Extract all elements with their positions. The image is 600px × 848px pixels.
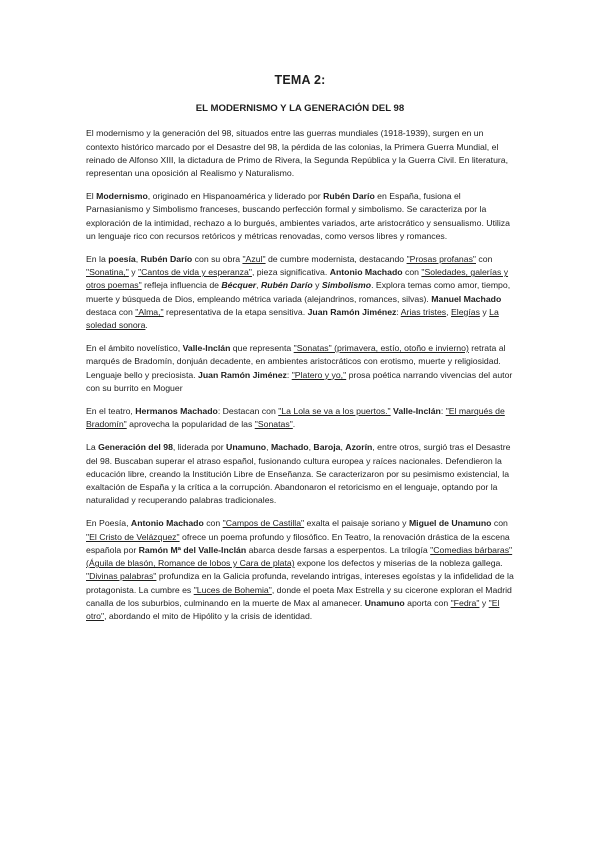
author-unamuno: Unamuno xyxy=(364,597,405,608)
author-manuel-machado: Manuel Machado xyxy=(431,293,502,304)
work-prosas-profanas: "Prosas profanas" xyxy=(406,254,476,265)
work-elegias: Elegías xyxy=(450,306,480,317)
paragraph-generacion-98: La Generación del 98, liderada por Unamuno, Machado, Baroja, Azorín, entre otros, surgió tras el Desastre del 98. Buscaban superar el atraso español, fusionando cultura europea y raíces nacionales. Defendieron la educación libre, creando la Institución Libre de Enseñanza. Se caracterizaron por su pesimismo existencial, la exaltación de España y la crítica a la corrupción. Abandonaron el retoricismo en el lenguaje, optando por la naturalidad y recuperando palabras tradicionales. xyxy=(86,442,511,506)
work-arias-tristes: Arias tristes xyxy=(400,306,447,317)
author-baroja: Baroja xyxy=(313,442,341,453)
work-el-otro: "El otro" xyxy=(86,597,500,621)
author-unamuno: Unamuno xyxy=(226,442,267,453)
work-trilogia-titulos: (Águila de blasón, Romance de lobos y Cara de plata) xyxy=(86,558,295,569)
author-hermanos-machado: Hermanos Machado xyxy=(135,406,218,417)
work-marques-de-bradomin: "El marqués de Bradomín" xyxy=(86,406,505,430)
author-azorin: Azorín xyxy=(345,442,373,453)
author-becquer: Bécquer xyxy=(221,280,257,291)
author-juan-ramon-jimenez: Juan Ramón Jiménez xyxy=(198,369,287,380)
work-soledades: "Soledades, galerías y otros poemas" xyxy=(86,267,509,291)
paragraph-intro: El modernismo y la generación del 98, situados entre las guerras mundiales (1918-1939), surgen en un contexto histórico marcado por el Desastre del 98, la pérdida de las colonias, la Primera Guerra Mundial, el reinado de Alfonso XIII, la dictadura de Primo de Rivera, la Segunda República y la Guerra Civil. En literatura, representan una oposición al Realismo y Naturalismo. xyxy=(86,128,509,179)
paragraph-obras-98: En Poesía, Antonio Machado con "Campos de Castilla" exalta el paisaje soriano y Miguel de Unamuno con "El Cristo de Velázquez" ofrece un poema profundo y filosófico. En Teatro, la renovación drástica de la escena española por Ramón Mª del Valle-Inclán abarca desde farsas a esperpentos. La trilogía "Comedias bárbaras" (Águila de blasón, Romance de lobos y Cara de plata) expone los defectos y miserias de la nobleza gallega. "Divinas palabras" profundiza en la Galicia profunda, revelando intrigas, intereses egoístas y la infidelidad de la protagonista. La cumbre es "Luces de Bohemia", donde el poeta Max Estrella y su cicerone exploran el Madrid canalla de los suburbios, culminando en la muerte de Max al amanecer. Unamuno aporta con "Fedra" y "El otro", abordando el mito de Hipólito y la crisis de identidad. xyxy=(86,518,514,621)
work-alma: "Alma," xyxy=(135,306,164,317)
author-ruben-dario: Rubén Darío xyxy=(323,191,375,202)
term-generacion-98: Generación del 98 xyxy=(98,442,173,453)
author-machado: Machado xyxy=(270,442,309,453)
work-campos-de-castilla: "Campos de Castilla" xyxy=(222,518,305,529)
work-la-lola: "La Lola se va a los puertos." xyxy=(278,406,391,417)
document-subtitle: EL MODERNISMO Y LA GENERACIÓN DEL 98 xyxy=(195,103,405,115)
author-ramon-valle-inclan: Ramón Mª del Valle-Inclán xyxy=(138,544,247,555)
work-comedias-barbaras: "Comedias bárbaras" xyxy=(430,544,513,555)
paragraph-novela-modernista: En el ámbito novelístico, Valle-Inclán que representa "Sonatas" (primavera, estío, otoño e invierno) retrata al marqués de Bradomín, donjuán decadente, en ambientes aristocráticos con erotismo, muerte y religiosidad. Lenguaje bello y preciosista. Juan Ramón Jiménez: "Platero y yo," prosa poética narrando vivencias del autor con su burrito en Moguer xyxy=(86,343,513,393)
author-ruben-dario-italic: Rubén Darío xyxy=(261,280,313,291)
author-antonio-machado: Antonio Machado xyxy=(329,267,403,278)
author-ruben-dario: Rubén Darío xyxy=(140,254,193,265)
author-antonio-machado: Antonio Machado xyxy=(130,518,204,529)
work-azul: "Azul" xyxy=(242,254,266,265)
paragraph-modernismo: El Modernismo, originado en Hispanoamérica y liderado por Rubén Darío en España, fusiona el Parnasianismo y Simbolismo franceses, buscando perfección formal y simbolismo. Se caracteriza por la exploración de la intimidad, rechazo a lo burgués, ambientes variados, arte aristocrático y sensualismo. Utiliza un lenguaje rico con recursos retóricos y métricas renovadas, como versos libres y romances. xyxy=(86,191,510,241)
term-simbolismo: Simbolismo xyxy=(321,280,372,291)
document-title: TEMA 2: xyxy=(274,73,326,87)
work-luces-de-bohemia: "Luces de Bohemia" xyxy=(193,584,272,595)
work-sonatas: "Sonatas" (primavera, estío, otoño e invierno) xyxy=(293,343,469,354)
author-juan-ramon-jimenez: Juan Ramón Jiménez xyxy=(307,306,397,317)
work-el-cristo-de-velazquez: "El Cristo de Velázquez" xyxy=(86,531,180,542)
work-platero-y-yo: "Platero y yo," xyxy=(291,369,347,380)
work-cantos-de-vida: "Cantos de vida y esperanza" xyxy=(138,267,252,278)
author-valle-inclan: Valle-Inclán xyxy=(393,406,441,417)
author-miguel-de-unamuno: Miguel de Unamuno xyxy=(408,518,492,529)
paragraph-poesia-modernista: En la poesía, Rubén Darío con su obra "Azul" de cumbre modernista, destacando "Prosas profanas" con "Sonatina," y "Cantos de vida y esperanza", pieza significativa. Antonio Machado con "Soledades, galerías y otros poemas" refleja influencia de Bécquer, Rubén Darío y Simbolismo. Explora temas como amor, tiempo, muerte y búsqueda de Dios, empleando métrica variada (alejandrinos, romances, silvas). Manuel Machado destaca con "Alma," representativa de la etapa sensitiva. Juan Ramón Jiménez: Arias tristes, Elegías y La soledad sonora. xyxy=(86,254,511,331)
term-poesia: poesía xyxy=(108,254,136,265)
work-divinas-palabras: "Divinas palabras" xyxy=(86,571,157,582)
author-valle-inclan: Valle-Inclán xyxy=(182,343,231,354)
work-la-soledad-sonora: La soledad sonora xyxy=(86,306,499,331)
paragraph-teatro-modernista: En el teatro, Hermanos Machado: Destacan con "La Lola se va a los puertos." Valle-Inclán: "El marqués de Bradomín" aprovecha la popularidad de las "Sonatas". xyxy=(86,406,505,430)
work-fedra: "Fedra" xyxy=(450,597,480,608)
term-modernismo: Modernismo xyxy=(96,191,148,202)
work-sonatas: "Sonatas" xyxy=(254,419,293,430)
work-sonatina: "Sonatina," xyxy=(86,267,129,278)
